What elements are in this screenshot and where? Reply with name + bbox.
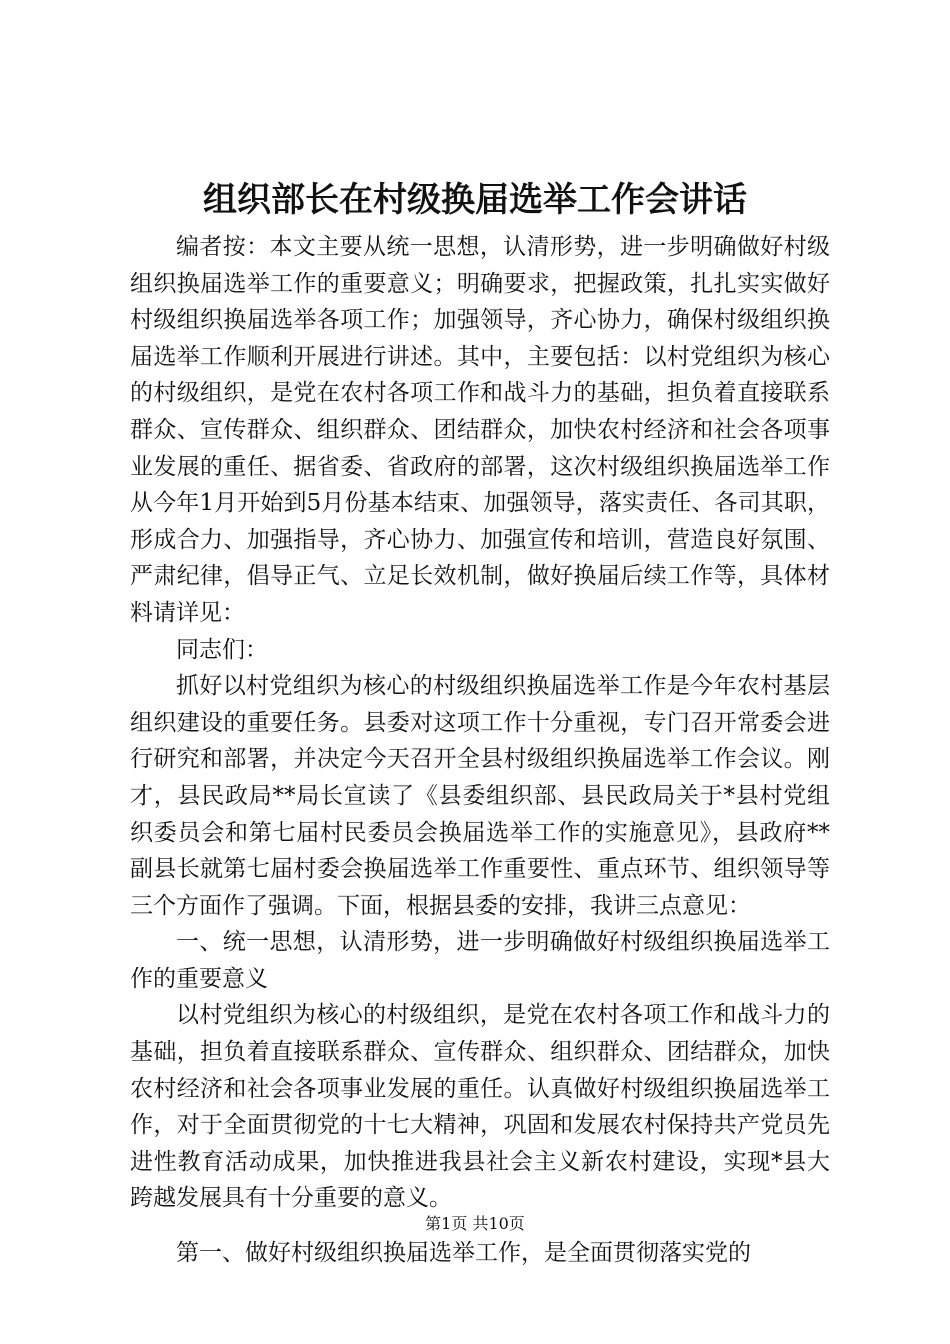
page-footer: 第1页 共10页	[425, 1214, 525, 1233]
document-title: 组织部长在村级换届选举工作会讲话	[203, 180, 747, 220]
body-paragraph: 以村党组织为核心的村级组织，是党在农村各项工作和战斗力的基础，担负着直接联系群众、宣传群众、组织群众、团结群众，加快农村经济和社会各项事业发展的重任。认真做好村级组织换届选举工作，对于全面贯彻党的十七大精神，巩固和发展农村保持共产党员先进性教育活动成果，加快推进我县社会主义新农村建设，实现*县大跨越发展具有十分重要的意义。	[130, 1002, 830, 1212]
document-body	[130, 229, 830, 1272]
body-paragraph: 抓好以村党组织为核心的村级组织换届选举工作是今年农村基层组织建设的重要任务。县委对这项工作十分重视，专门召开常委会进行研究和部署，并决定今天召开全县村级组织换届选举工作会议。刚才，县民政局**局长宣读了《县委组织部、县民政局关于*县村党组织委员会和第七届村民委员会换届选举工作的实施意见》，县政府**副县长就第七届村委会换届选举工作重要性、重点环节、组织领导等三个方面作了强调。下面，根据县委的安排，我讲三点意见：	[130, 673, 830, 919]
salutation-paragraph: 同志们：	[176, 636, 268, 663]
section-heading: 一、统一思想，认清形势，进一步明确做好村级组织换届选举工作的重要意义	[130, 929, 830, 992]
editor-note-paragraph: 编者按：本文主要从统一思想，认清形势，进一步明确做好村级组织换届选举工作的重要意义；明确要求，把握政策，扎扎实实做好村级组织换届选举各项工作；加强领导，齐心协力，确保村级组织换届选举工作顺利开展进行讲述。其中，主要包括：以村党组织为核心的村级组织，是党在农村各项工作和战斗力的基础，担负着直接联系群众、宣传群众、组织群众、团结群众，加快农村经济和社会各项事业发展的重任、据省委、省政府的部署，这次村级组织换届选举工作从今年1月开始到5月份基本结束、加强领导，落实责任、各司其职，形成合力、加强指导，齐心协力、加强宣传和培训，营造良好氛围、严肃纪律，倡导正气、立足长效机制，做好换届后续工作等，具体材料请详见：	[130, 234, 830, 626]
body-paragraph: 第一、做好村级组织换届选举工作，是全面贯彻落实党的	[176, 1240, 751, 1267]
